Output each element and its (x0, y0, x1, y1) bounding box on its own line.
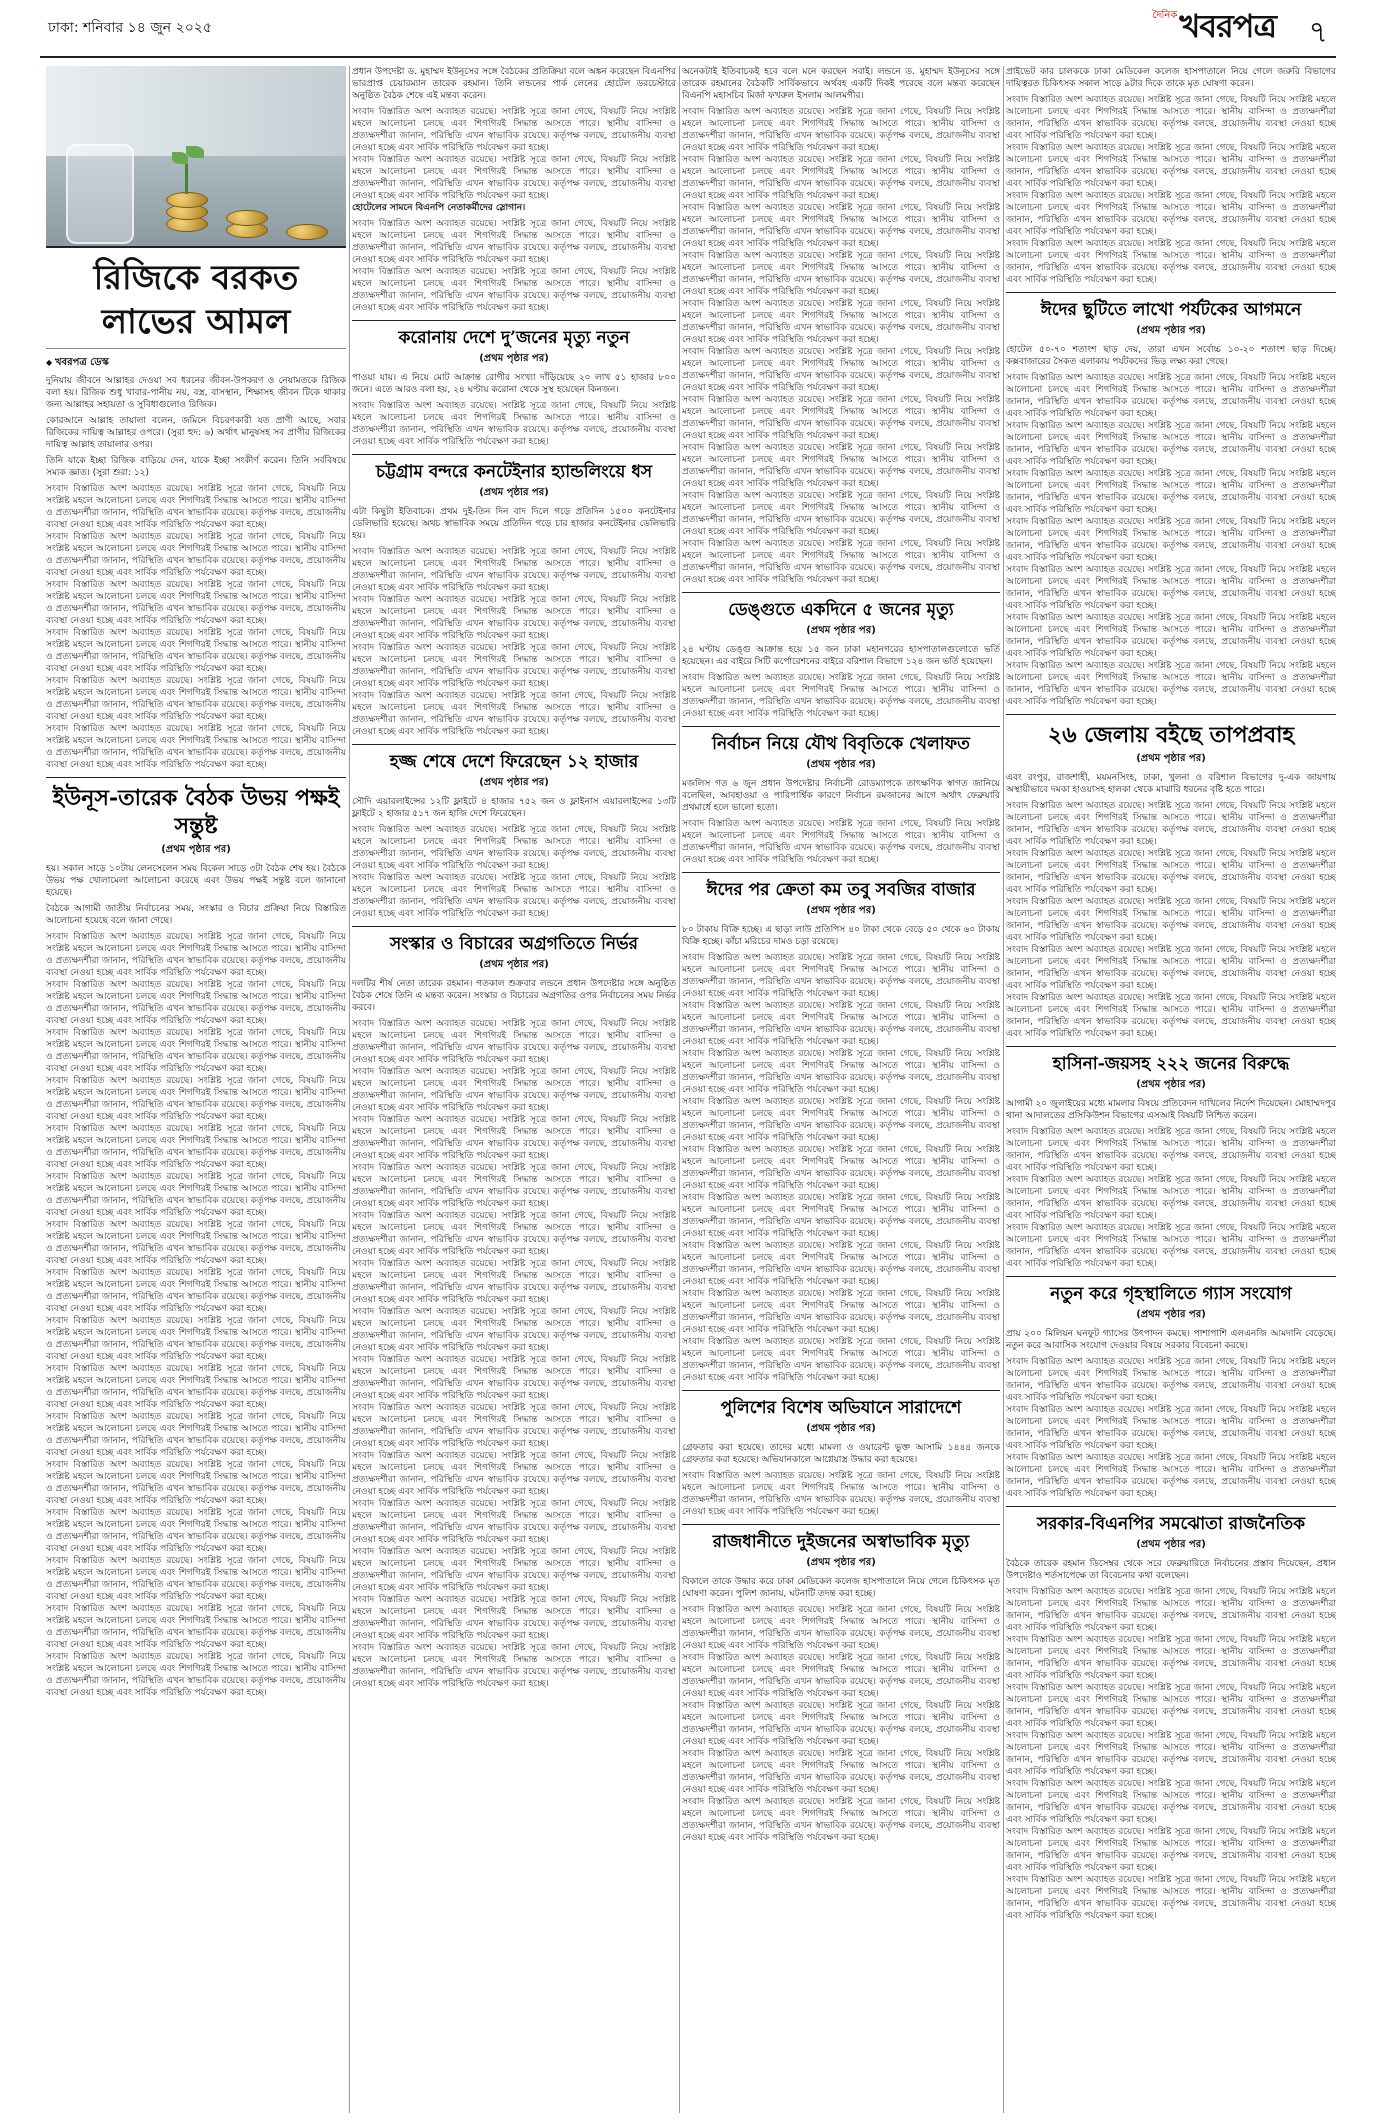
body-text: সংবাদ বিস্তারিত অংশ অব্যাহত রয়েছে। সংশ্লিষ্ট সূত্রে জানা গেছে, বিষয়টি নিয়ে সংশ্লিষ্ট মহলে আলোচনা চলছে এবং শিগগিরই সিদ্ধান্ত আসতে পারে। স্থানীয় বাসিন্দা ও প্রত্যক্ষদর্শীরা জানান, পরিস্থিতি এখন স্বাভাবিক রয়েছে। কর্তৃপক্ষ বলছে, প্রয়োজনীয় ব্যবস্থা নেওয়া হচ্ছে এবং সার্বিক পরিস্থিতি পর্যবেক্ষণ করা হচ্ছে। (46, 1604, 346, 1650)
story-paragraph: গ্রেফতার করা হয়েছে। তাদের মধ্যে মামলা ও ওয়ারেন্ট ভুক্ত আসামি ১৪৪৪ জনকে গ্রেফতার করা হয়েছে। অভিযানকালে আগ্নেয়াস্ত্র উদ্ধার করা হয়েছে। (682, 1443, 1000, 1465)
body-text: সংবাদ বিস্তারিত অংশ অব্যাহত রয়েছে। সংশ্লিষ্ট সূত্রে জানা গেছে, বিষয়টি নিয়ে সংশ্লিষ্ট মহলে আলোচনা চলছে এবং শিগগিরই সিদ্ধান্ত আসতে পারে। স্থানীয় বাসিন্দা ও প্রত্যক্ষদর্শীরা জানান, পরিস্থিতি এখন স্বাভাবিক রয়েছে। কর্তৃপক্ষ বলছে, প্রয়োজনীয় ব্যবস্থা নেওয়া হচ্ছে এবং সার্বিক পরিস্থিতি পর্যবেক্ষণ করা হচ্ছে। (682, 1337, 1000, 1383)
body-text: সংবাদ বিস্তারিত অংশ অব্যাহত রয়েছে। সংশ্লিষ্ট সূত্রে জানা গেছে, বিষয়টি নিয়ে সংশ্লিষ্ট মহলে আলোচনা চলছে এবং শিগগিরই সিদ্ধান্ত আসতে পারে। স্থানীয় বাসিন্দা ও প্রত্যক্ষদর্শীরা জানান, পরিস্থিতি এখন স্বাভাবিক রয়েছে। কর্তৃপক্ষ বলছে, প্রয়োজনীয় ব্যবস্থা নেওয়া হচ্ছে এবং সার্বিক পরিস্থিতি পর্যবেক্ষণ করা হচ্ছে। (1006, 897, 1336, 943)
body-text: সংবাদ বিস্তারিত অংশ অব্যাহত রয়েছে। সংশ্লিষ্ট সূত্রে জানা গেছে, বিষয়টি নিয়ে সংশ্লিষ্ট মহলে আলোচনা চলছে এবং শিগগিরই সিদ্ধান্ত আসতে পারে। স্থানীয় বাসিন্দা ও প্রত্যক্ষদর্শীরা জানান, পরিস্থিতি এখন স্বাভাবিক রয়েছে। কর্তৃপক্ষ বলছে, প্রয়োজনীয় ব্যবস্থা নেওয়া হচ্ছে এবং সার্বিক পরিস্থিতি পর্যবেক্ষণ করা হচ্ছে। (682, 299, 1000, 345)
story-paragraph: এটা কিছুটা ইতিবাচক। প্রথম দুই-তিন দিন বাদ দিলে গড়ে প্রতিদিন ১৫০০ কনটেইনার ডেলিভারি হয়েছে। অথচ স্বাভাবিক সময়ে প্রতিদিন গড়ে চার হাজার কনটেইনার ডেলিভারি হয়। (352, 507, 676, 541)
body-text: সংবাদ বিস্তারিত অংশ অব্যাহত রয়েছে। সংশ্লিষ্ট সূত্রে জানা গেছে, বিষয়টি নিয়ে সংশ্লিষ্ট মহলে আলোচনা চলছে এবং শিগগিরই সিদ্ধান্ত আসতে পারে। স্থানীয় বাসিন্দা ও প্রত্যক্ষদর্শীরা জানান, পরিস্থিতি এখন স্বাভাবিক রয়েছে। কর্তৃপক্ষ বলছে, প্রয়োজনীয় ব্যবস্থা নেওয়া হচ্ছে এবং সার্বিক পরিস্থিতি পর্যবেক্ষণ করা হচ্ছে। (352, 1355, 676, 1401)
feature-photo (46, 66, 346, 248)
body-text: সংবাদ বিস্তারিত অংশ অব্যাহত রয়েছে। সংশ্লিষ্ট সূত্রে জানা গেছে, বিষয়টি নিয়ে সংশ্লিষ্ট মহলে আলোচনা চলছে এবং শিগগিরই সিদ্ধান্ত আসতে পারে। স্থানীয় বাসিন্দা ও প্রত্যক্ষদর্শীরা জানান, পরিস্থিতি এখন স্বাভাবিক রয়েছে। কর্তৃপক্ষ বলছে, প্রয়োজনীয় ব্যবস্থা নেওয়া হচ্ছে এবং সার্বিক পরিস্থিতি পর্যবেক্ষণ করা হচ্ছে। (682, 155, 1000, 201)
story-headline: চট্টগ্রাম বন্দরে কনটেইনার হ্যান্ডলিংয়ে ধস (375, 462, 653, 482)
story-paragraph: অনেকটাই ইতিবাচকই হবে বলে মনে করছেন সবাই। লন্ডনে ড. মুহাম্মদ ইউনূসের সঙ্গে তারেক রহমানের বৈঠকটি সার্বিকভাবে অর্থবহ একটি দিকই পরেছে বলে মন্তব্য করেছেন বিএনপি মহাসচিব মির্জা ফখরুল ইসলাম আলমগীর। (682, 67, 1000, 101)
story-paragraph: বৈঠকে তারেক রহমান ডিসেম্বর থেকে সরে ফেব্রুয়ারিতে নির্বাচনের প্রস্তাব দিয়েছেন, প্রধান উপদেষ্টাও শর্তসাপেক্ষে তা বিবেচনার কথা বলেছেন। (1006, 1559, 1336, 1581)
story-divider (682, 1524, 1000, 1525)
body-text: সংবাদ বিস্তারিত অংশ অব্যাহত রয়েছে। সংশ্লিষ্ট সূত্রে জানা গেছে, বিষয়টি নিয়ে সংশ্লিষ্ট মহলে আলোচনা চলছে এবং শিগগিরই সিদ্ধান্ত আসতে পারে। স্থানীয় বাসিন্দা ও প্রত্যক্ষদর্শীরা জানান, পরিস্থিতি এখন স্বাভাবিক রয়েছে। কর্তৃপক্ষ বলছে, প্রয়োজনীয় ব্যবস্থা নেওয়া হচ্ছে এবং সার্বিক পরিস্থিতি পর্যবেক্ষণ করা হচ্ছে। (46, 932, 346, 978)
body-text: সংবাদ বিস্তারিত অংশ অব্যাহত রয়েছে। সংশ্লিষ্ট সূত্রে জানা গেছে, বিষয়টি নিয়ে সংশ্লিষ্ট মহলে আলোচনা চলছে এবং শিগগিরই সিদ্ধান্ত আসতে পারে। স্থানীয় বাসিন্দা ও প্রত্যক্ষদর্শীরা জানান, পরিস্থিতি এখন স্বাভাবিক রয়েছে। কর্তৃপক্ষ বলছে, প্রয়োজনীয় ব্যবস্থা নেওয়া হচ্ছে এবং সার্বিক পরিস্থিতি পর্যবেক্ষণ করা হচ্ছে। (46, 1076, 346, 1122)
story-continuation: ( প্রথম পৃষ্ঠার পর ) (1006, 1307, 1336, 1324)
story-paragraph: দলটির শীর্ষ নেতা তারেক রহমান। গতকাল শুক্রবার লন্ডনে প্রধান উপদেষ্টার সঙ্গে অনুষ্ঠিত বৈঠক শেষে তিনি এ মন্তব্য করেন। সংস্কার ও বিচারের অগ্রগতির ওপর নির্বাচনের সময় নির্ভর করবে। (352, 979, 676, 1013)
story-headline: করোনায় দেশে দু’জনের মৃত্যু নতুন (398, 328, 630, 348)
story-divider (682, 1390, 1000, 1391)
body-text: সংবাদ বিস্তারিত অংশ অব্যাহত রয়েছে। সংশ্লিষ্ট সূত্রে জানা গেছে, বিষয়টি নিয়ে সংশ্লিষ্ট মহলে আলোচনা চলছে এবং শিগগিরই সিদ্ধান্ত আসতে পারে। স্থানীয় বাসিন্দা ও প্রত্যক্ষদর্শীরা জানান, পরিস্থিতি এখন স্বাভাবিক রয়েছে। কর্তৃপক্ষ বলছে, প্রয়োজনীয় ব্যবস্থা নেওয়া হচ্ছে এবং সার্বিক পরিস্থিতি পর্যবেক্ষণ করা হচ্ছে। (1006, 1587, 1336, 1633)
body-text: সংবাদ বিস্তারিত অংশ অব্যাহত রয়েছে। সংশ্লিষ্ট সূত্রে জানা গেছে, বিষয়টি নিয়ে সংশ্লিষ্ট মহলে আলোচনা চলছে এবং শিগগিরই সিদ্ধান্ত আসতে পারে। স্থানীয় বাসিন্দা ও প্রত্যক্ষদর্শীরা জানান, পরিস্থিতি এখন স্বাভাবিক রয়েছে। কর্তৃপক্ষ বলছে, প্রয়োজনীয় ব্যবস্থা নেওয়া হচ্ছে এবং সার্বিক পরিস্থিতি পর্যবেক্ষণ করা হচ্ছে। (1006, 661, 1336, 707)
story-continuation: ( প্রথম পৃষ্ঠার পর ) (682, 1555, 1000, 1572)
body-text: সংবাদ বিস্তারিত অংশ অব্যাহত রয়েছে। সংশ্লিষ্ট সূত্রে জানা গেছে, বিষয়টি নিয়ে সংশ্লিষ্ট মহলে আলোচনা চলছে এবং শিগগিরই সিদ্ধান্ত আসতে পারে। স্থানীয় বাসিন্দা ও প্রত্যক্ষদর্শীরা জানান, পরিস্থিতি এখন স্বাভাবিক রয়েছে। কর্তৃপক্ষ বলছে, প্রয়োজনীয় ব্যবস্থা নেওয়া হচ্ছে এবং সার্বিক পরিস্থিতি পর্যবেক্ষণ করা হচ্ছে। (46, 980, 346, 1026)
story-paragraph: এবং রংপুর, রাজশাহী, ময়মনসিংহ, ঢাকা, খুলনা ও বরিশাল বিভাগের দু-এক জায়গায় অস্থায়ীভাবে দমকা হাওয়াসহ হালকা থেকে মাঝারি ধরনের বৃষ্টি হতে পারে। (1006, 773, 1336, 795)
story-paragraph: হোটেল ৫০-৭০ শতাংশ ছাড় দেয়, তারা এখন সর্বোচ্চ ১০-২০ শতাংশ ছাড় দিচ্ছে। কক্সবাজারের সৈকত এলাকায় পর্যটকদের ভিড় লক্ষ্য করা গেছে। (1006, 345, 1336, 367)
logo-small-text: দৈনিক (1152, 10, 1178, 21)
body-text: সংবাদ বিস্তারিত অংশ অব্যাহত রয়েছে। সংশ্লিষ্ট সূত্রে জানা গেছে, বিষয়টি নিয়ে সংশ্লিষ্ট মহলে আলোচনা চলছে এবং শিগগিরই সিদ্ধান্ত আসতে পারে। স্থানীয় বাসিন্দা ও প্রত্যক্ষদর্শীরা জানান, পরিস্থিতি এখন স্বাভাবিক রয়েছে। কর্তৃপক্ষ বলছে, প্রয়োজনীয় ব্যবস্থা নেওয়া হচ্ছে এবং সার্বিক পরিস্থিতি পর্যবেক্ষণ করা হচ্ছে। (46, 1220, 346, 1266)
story-divider (682, 592, 1000, 593)
body-text: সংবাদ বিস্তারিত অংশ অব্যাহত রয়েছে। সংশ্লিষ্ট সূত্রে জানা গেছে, বিষয়টি নিয়ে সংশ্লিষ্ট মহলে আলোচনা চলছে এবং শিগগিরই সিদ্ধান্ত আসতে পারে। স্থানীয় বাসিন্দা ও প্রত্যক্ষদর্শীরা জানান, পরিস্থিতি এখন স্বাভাবিক রয়েছে। কর্তৃপক্ষ বলছে, প্রয়োজনীয় ব্যবস্থা নেওয়া হচ্ছে এবং সার্বিক পরিস্থিতি পর্যবেক্ষণ করা হচ্ছে। (46, 628, 346, 674)
body-text: সংবাদ বিস্তারিত অংশ অব্যাহত রয়েছে। সংশ্লিষ্ট সূত্রে জানা গেছে, বিষয়টি নিয়ে সংশ্লিষ্ট মহলে আলোচনা চলছে এবং শিগগিরই সিদ্ধান্ত আসতে পারে। স্থানীয় বাসিন্দা ও প্রত্যক্ষদর্শীরা জানান, পরিস্থিতি এখন স্বাভাবিক রয়েছে। কর্তৃপক্ষ বলছে, প্রয়োজনীয় ব্যবস্থা নেওয়া হচ্ছে এবং সার্বিক পরিস্থিতি পর্যবেক্ষণ করা হচ্ছে। (682, 1001, 1000, 1047)
story-paragraph: বৈঠকে আগামী জাতীয় নির্বাচনের সময়, সংস্কার ও বিচার প্রক্রিয়া নিয়ে বিস্তারিত আলোচনা হয়েছে বলে জানা গেছে। (46, 904, 346, 926)
coin-stack (226, 210, 268, 226)
column-4 (1006, 66, 1336, 2113)
body-text: সংবাদ বিস্তারিত অংশ অব্যাহত রয়েছে। সংশ্লিষ্ট সূত্রে জানা গেছে, বিষয়টি নিয়ে সংশ্লিষ্ট মহলে আলোচনা চলছে এবং শিগগিরই সিদ্ধান্ত আসতে পারে। স্থানীয় বাসিন্দা ও প্রত্যক্ষদর্শীরা জানান, পরিস্থিতি এখন স্বাভাবিক রয়েছে। কর্তৃপক্ষ বলছে, প্রয়োজনীয় ব্যবস্থা নেওয়া হচ্ছে এবং সার্বিক পরিস্থিতি পর্যবেক্ষণ করা হচ্ছে। (682, 1145, 1000, 1191)
body-text: সংবাদ বিস্তারিত অংশ অব্যাহত রয়েছে। সংশ্লিষ্ট সূত্রে জানা গেছে, বিষয়টি নিয়ে সংশ্লিষ্ট মহলে আলোচনা চলছে এবং শিগগিরই সিদ্ধান্ত আসতে পারে। স্থানীয় বাসিন্দা ও প্রত্যক্ষদর্শীরা জানান, পরিস্থিতি এখন স্বাভাবিক রয়েছে। কর্তৃপক্ষ বলছে, প্রয়োজনীয় ব্যবস্থা নেওয়া হচ্ছে এবং সার্বিক পরিস্থিতি পর্যবেক্ষণ করা হচ্ছে। (1006, 1405, 1336, 1451)
body-text: সংবাদ বিস্তারিত অংশ অব্যাহত রয়েছে। সংশ্লিষ্ট সূত্রে জানা গেছে, বিষয়টি নিয়ে সংশ্লিষ্ট মহলে আলোচনা চলছে এবং শিগগিরই সিদ্ধান্ত আসতে পারে। স্থানীয় বাসিন্দা ও প্রত্যক্ষদর্শীরা জানান, পরিস্থিতি এখন স্বাভাবিক রয়েছে। কর্তৃপক্ষ বলছে, প্রয়োজনীয় ব্যবস্থা নেওয়া হচ্ছে এবং সার্বিক পরিস্থিতি পর্যবেক্ষণ করা হচ্ছে। (1006, 421, 1336, 467)
story-headline: নতুন করে গৃহস্থালিতে গ্যাস সংযোগ (1050, 1284, 1292, 1304)
page-number: ৭ (1308, 15, 1328, 50)
body-text: সংবাদ বিস্তারিত অংশ অব্যাহত রয়েছে। সংশ্লিষ্ট সূত্রে জানা গেছে, বিষয়টি নিয়ে সংশ্লিষ্ট মহলে আলোচনা চলছে এবং শিগগিরই সিদ্ধান্ত আসতে পারে। স্থানীয় বাসিন্দা ও প্রত্যক্ষদর্শীরা জানান, পরিস্থিতি এখন স্বাভাবিক রয়েছে। কর্তৃপক্ষ বলছে, প্রয়োজনীয় ব্যবস্থা নেওয়া হচ্ছে এবং সার্বিক পরিস্থিতি পর্যবেক্ষণ করা হচ্ছে। (352, 1403, 676, 1449)
body-text: সংবাদ বিস্তারিত অংশ অব্যাহত রয়েছে। সংশ্লিষ্ট সূত্রে জানা গেছে, বিষয়টি নিয়ে সংশ্লিষ্ট মহলে আলোচনা চলছে এবং শিগগিরই সিদ্ধান্ত আসতে পারে। স্থানীয় বাসিন্দা ও প্রত্যক্ষদর্শীরা জানান, পরিস্থিতি এখন স্বাভাবিক রয়েছে। কর্তৃপক্ষ বলছে, প্রয়োজনীয় ব্যবস্থা নেওয়া হচ্ছে এবং সার্বিক পরিস্থিতি পর্যবেক্ষণ করা হচ্ছে। (352, 1115, 676, 1161)
column-divider (679, 66, 680, 2113)
story-divider (1006, 1046, 1336, 1047)
body-text: সংবাদ বিস্তারিত অংশ অব্যাহত রয়েছে। সংশ্লিষ্ট সূত্রে জানা গেছে, বিষয়টি নিয়ে সংশ্লিষ্ট মহলে আলোচনা চলছে এবং শিগগিরই সিদ্ধান্ত আসতে পারে। স্থানীয় বাসিন্দা ও প্রত্যক্ষদর্শীরা জানান, পরিস্থিতি এখন স্বাভাবিক রয়েছে। কর্তৃপক্ষ বলছে, প্রয়োজনীয় ব্যবস্থা নেওয়া হচ্ছে এবং সার্বিক পরিস্থিতি পর্যবেক্ষণ করা হচ্ছে। (352, 267, 676, 313)
body-text: সংবাদ বিস্তারিত অংশ অব্যাহত রয়েছে। সংশ্লিষ্ট সূত্রে জানা গেছে, বিষয়টি নিয়ে সংশ্লিষ্ট মহলে আলোচনা চলছে এবং শিগগিরই সিদ্ধান্ত আসতে পারে। স্থানীয় বাসিন্দা ও প্রত্যক্ষদর্শীরা জানান, পরিস্থিতি এখন স্বাভাবিক রয়েছে। কর্তৃপক্ষ বলছে, প্রয়োজনীয় ব্যবস্থা নেওয়া হচ্ছে এবং সার্বিক পরিস্থিতি পর্যবেক্ষণ করা হচ্ছে। (352, 1643, 676, 1689)
story-continuation: ( প্রথম পৃষ্ঠার পর ) (352, 351, 676, 368)
body-text: সংবাদ বিস্তারিত অংশ অব্যাহত রয়েছে। সংশ্লিষ্ট সূত্রে জানা গেছে, বিষয়টি নিয়ে সংশ্লিষ্ট মহলে আলোচনা চলছে এবং শিগগিরই সিদ্ধান্ত আসতে পারে। স্থানীয় বাসিন্দা ও প্রত্যক্ষদর্শীরা জানান, পরিস্থিতি এখন স্বাভাবিক রয়েছে। কর্তৃপক্ষ বলছে, প্রয়োজনীয় ব্যবস্থা নেওয়া হচ্ছে এবং সার্বিক পরিস্থিতি পর্যবেক্ষণ করা হচ্ছে। (1006, 95, 1336, 141)
story-continuation: ( প্রথম পৃষ্ঠার পর ) (1006, 751, 1336, 768)
logo-text: খবরপত্র (1179, 7, 1276, 45)
story-continuation: ( প্রথম পৃষ্ঠার পর ) (682, 1421, 1000, 1438)
story-paragraph: প্রাইভেট কার চালককে ঢাকা মেডিকেল কলেজ হাসপাতালে নিয়ে গেলে জরুরি বিভাগের দায়িত্বরত চিকিৎসক সকাল সাড়ে ৯টার দিকে তাকে মৃত ঘোষণা করেন। (1006, 67, 1336, 89)
story-paragraph: ৮০ টাকায় বিক্রি হচ্ছে। এ ছাড়া লাউ প্রতিপিস ৪০ টাকা থেকে বেড়ে ৫০ থেকে ৬০ টাকায় বিক্রি হচ্ছে। কাঁচা মরিচের দামও চড়া রয়েছে। (682, 925, 1000, 947)
story-paragraph: প্রায় ২০০ মিলিয়ন ঘনফুট গ্যাসের উৎপাদন কমছে। পাশাপাশি এলএনজি আমদানি বেড়েছে। নতুন করে আবাসিক সংযোগ দেওয়ার বিষয়ে সরকার বিবেচনা করছে। (1006, 1329, 1336, 1351)
body-text: সংবাদ বিস্তারিত অংশ অব্যাহত রয়েছে। সংশ্লিষ্ট সূত্রে জানা গেছে, বিষয়টি নিয়ে সংশ্লিষ্ট মহলে আলোচনা চলছে এবং শিগগিরই সিদ্ধান্ত আসতে পারে। স্থানীয় বাসিন্দা ও প্রত্যক্ষদর্শীরা জানান, পরিস্থিতি এখন স্বাভাবিক রয়েছে। কর্তৃপক্ষ বলছে, প্রয়োজনীয় ব্যবস্থা নেওয়া হচ্ছে এবং সার্বিক পরিস্থিতি পর্যবেক্ষণ করা হচ্ছে। (46, 1124, 346, 1170)
body-text: সংবাদ বিস্তারিত অংশ অব্যাহত রয়েছে। সংশ্লিষ্ট সূত্রে জানা গেছে, বিষয়টি নিয়ে সংশ্লিষ্ট মহলে আলোচনা চলছে এবং শিগগিরই সিদ্ধান্ত আসতে পারে। স্থানীয় বাসিন্দা ও প্রত্যক্ষদর্শীরা জানান, পরিস্থিতি এখন স্বাভাবিক রয়েছে। কর্তৃপক্ষ বলছে, প্রয়োজনীয় ব্যবস্থা নেওয়া হচ্ছে এবং সার্বিক পরিস্থিতি পর্যবেক্ষণ করা হচ্ছে। (1006, 1779, 1336, 1825)
body-text: সংবাদ বিস্তারিত অংশ অব্যাহত রয়েছে। সংশ্লিষ্ট সূত্রে জানা গেছে, বিষয়টি নিয়ে সংশ্লিষ্ট মহলে আলোচনা চলছে এবং শিগগিরই সিদ্ধান্ত আসতে পারে। স্থানীয় বাসিন্দা ও প্রত্যক্ষদর্শীরা জানান, পরিস্থিতি এখন স্বাভাবিক রয়েছে। কর্তৃপক্ষ বলছে, প্রয়োজনীয় ব্যবস্থা নেওয়া হচ্ছে এবং সার্বিক পরিস্থিতি পর্যবেক্ষণ করা হচ্ছে। (682, 1797, 1000, 1843)
body-text: সংবাদ বিস্তারিত অংশ অব্যাহত রয়েছে। সংশ্লিষ্ট সূত্রে জানা গেছে, বিষয়টি নিয়ে সংশ্লিষ্ট মহলে আলোচনা চলছে এবং শিগগিরই সিদ্ধান্ত আসতে পারে। স্থানীয় বাসিন্দা ও প্রত্যক্ষদর্শীরা জানান, পরিস্থিতি এখন স্বাভাবিক রয়েছে। কর্তৃপক্ষ বলছে, প্রয়োজনীয় ব্যবস্থা নেওয়া হচ্ছে এবং সার্বিক পরিস্থিতি পর্যবেক্ষণ করা হচ্ছে। (46, 1652, 346, 1698)
body-text: সংবাদ বিস্তারিত অংশ অব্যাহত রয়েছে। সংশ্লিষ্ট সূত্রে জানা গেছে, বিষয়টি নিয়ে সংশ্লিষ্ট মহলে আলোচনা চলছে এবং শিগগিরই সিদ্ধান্ত আসতে পারে। স্থানীয় বাসিন্দা ও প্রত্যক্ষদর্শীরা জানান, পরিস্থিতি এখন স্বাভাবিক রয়েছে। কর্তৃপক্ষ বলছে, প্রয়োজনীয় ব্যবস্থা নেওয়া হচ্ছে এবং সার্বিক পরিস্থিতি পর্যবেক্ষণ করা হচ্ছে। (682, 1097, 1000, 1143)
story-divider (352, 744, 676, 745)
body-text: সংবাদ বিস্তারিত অংশ অব্যাহত রয়েছে। সংশ্লিষ্ট সূত্রে জানা গেছে, বিষয়টি নিয়ে সংশ্লিষ্ট মহলে আলোচনা চলছে এবং শিগগিরই সিদ্ধান্ত আসতে পারে। স্থানীয় বাসিন্দা ও প্রত্যক্ষদর্শীরা জানান, পরিস্থিতি এখন স্বাভাবিক রয়েছে। কর্তৃপক্ষ বলছে, প্রয়োজনীয় ব্যবস্থা নেওয়া হচ্ছে এবং সার্বিক পরিস্থিতি পর্যবেক্ষণ করা হচ্ছে। (352, 107, 676, 153)
body-text: সংবাদ বিস্তারিত অংশ অব্যাহত রয়েছে। সংশ্লিষ্ট সূত্রে জানা গেছে, বিষয়টি নিয়ে সংশ্লিষ্ট মহলে আলোচনা চলছে এবং শিগগিরই সিদ্ধান্ত আসতে পারে। স্থানীয় বাসিন্দা ও প্রত্যক্ষদর্শীরা জানান, পরিস্থিতি এখন স্বাভাবিক রয়েছে। কর্তৃপক্ষ বলছে, প্রয়োজনীয় ব্যবস্থা নেওয়া হচ্ছে এবং সার্বিক পরিস্থিতি পর্যবেক্ষণ করা হচ্ছে। (682, 251, 1000, 297)
body-text: সংবাদ বিস্তারিত অংশ অব্যাহত রয়েছে। সংশ্লিষ্ট সূত্রে জানা গেছে, বিষয়টি নিয়ে সংশ্লিষ্ট মহলে আলোচনা চলছে এবং শিগগিরই সিদ্ধান্ত আসতে পারে। স্থানীয় বাসিন্দা ও প্রত্যক্ষদর্শীরা জানান, পরিস্থিতি এখন স্বাভাবিক রয়েছে। কর্তৃপক্ষ বলছে, প্রয়োজনীয় ব্যবস্থা নেওয়া হচ্ছে এবং সার্বিক পরিস্থিতি পর্যবেক্ষণ করা হচ্ছে। (352, 401, 676, 447)
story-headline: নির্বাচন নিয়ে যৌথ বিবৃতিকে খেলাফত (712, 734, 970, 754)
body-text: সংবাদ বিস্তারিত অংশ অব্যাহত রয়েছে। সংশ্লিষ্ট সূত্রে জানা গেছে, বিষয়টি নিয়ে সংশ্লিষ্ট মহলে আলোচনা চলছে এবং শিগগিরই সিদ্ধান্ত আসতে পারে। স্থানীয় বাসিন্দা ও প্রত্যক্ষদর্শীরা জানান, পরিস্থিতি এখন স্বাভাবিক রয়েছে। কর্তৃপক্ষ বলছে, প্রয়োজনীয় ব্যবস্থা নেওয়া হচ্ছে এবং সার্বিক পরিস্থিতি পর্যবেক্ষণ করা হচ্ছে। (46, 676, 346, 722)
body-text: সংবাদ বিস্তারিত অংশ অব্যাহত রয়েছে। সংশ্লিষ্ট সূত্রে জানা গেছে, বিষয়টি নিয়ে সংশ্লিষ্ট মহলে আলোচনা চলছে এবং শিগগিরই সিদ্ধান্ত আসতে পারে। স্থানীয় বাসিন্দা ও প্রত্যক্ষদর্শীরা জানান, পরিস্থিতি এখন স্বাভাবিক রয়েছে। কর্তৃপক্ষ বলছে, প্রয়োজনীয় ব্যবস্থা নেওয়া হচ্ছে এবং সার্বিক পরিস্থিতি পর্যবেক্ষণ করা হচ্ছে। (682, 1653, 1000, 1699)
plant-stem (185, 162, 188, 194)
story-divider (352, 454, 676, 455)
story-headline: ডেঙ্গুতে একদিনে ৫ জনের মৃত্যু (728, 600, 954, 620)
body-text: সংবাদ বিস্তারিত অংশ অব্যাহত রয়েছে। সংশ্লিষ্ট সূত্রে জানা গেছে, বিষয়টি নিয়ে সংশ্লিষ্ট মহলে আলোচনা চলছে এবং শিগগিরই সিদ্ধান্ত আসতে পারে। স্থানীয় বাসিন্দা ও প্রত্যক্ষদর্শীরা জানান, পরিস্থিতি এখন স্বাভাবিক রয়েছে। কর্তৃপক্ষ বলছে, প্রয়োজনীয় ব্যবস্থা নেওয়া হচ্ছে এবং সার্বিক পরিস্থিতি পর্যবেক্ষণ করা হচ্ছে। (1006, 373, 1336, 419)
body-text: সংবাদ বিস্তারিত অংশ অব্যাহত রয়েছে। সংশ্লিষ্ট সূত্রে জানা গেছে, বিষয়টি নিয়ে সংশ্লিষ্ট মহলে আলোচনা চলছে এবং শিগগিরই সিদ্ধান্ত আসতে পারে। স্থানীয় বাসিন্দা ও প্রত্যক্ষদর্শীরা জানান, পরিস্থিতি এখন স্বাভাবিক রয়েছে। কর্তৃপক্ষ বলছে, প্রয়োজনীয় ব্যবস্থা নেওয়া হচ্ছে এবং সার্বিক পরিস্থিতি পর্যবেক্ষণ করা হচ্ছে। (46, 1028, 346, 1074)
body-text: সংবাদ বিস্তারিত অংশ অব্যাহত রয়েছে। সংশ্লিষ্ট সূত্রে জানা গেছে, বিষয়টি নিয়ে সংশ্লিষ্ট মহলে আলোচনা চলছে এবং শিগগিরই সিদ্ধান্ত আসতে পারে। স্থানীয় বাসিন্দা ও প্রত্যক্ষদর্শীরা জানান, পরিস্থিতি এখন স্বাভাবিক রয়েছে। কর্তৃপক্ষ বলছে, প্রয়োজনীয় ব্যবস্থা নেওয়া হচ্ছে এবং সার্বিক পরিস্থিতি পর্যবেক্ষণ করা হচ্ছে। (352, 873, 676, 919)
body-text: সংবাদ বিস্তারিত অংশ অব্যাহত রয়েছে। সংশ্লিষ্ট সূত্রে জানা গেছে, বিষয়টি নিয়ে সংশ্লিষ্ট মহলে আলোচনা চলছে এবং শিগগিরই সিদ্ধান্ত আসতে পারে। স্থানীয় বাসিন্দা ও প্রত্যক্ষদর্শীরা জানান, পরিস্থিতি এখন স্বাভাবিক রয়েছে। কর্তৃপক্ষ বলছে, প্রয়োজনীয় ব্যবস্থা নেওয়া হচ্ছে এবং সার্বিক পরিস্থিতি পর্যবেক্ষণ করা হচ্ছে। (46, 1556, 346, 1602)
column-2 (352, 66, 676, 2113)
body-text: সংবাদ বিস্তারিত অংশ অব্যাহত রয়েছে। সংশ্লিষ্ট সূত্রে জানা গেছে, বিষয়টি নিয়ে সংশ্লিষ্ট মহলে আলোচনা চলছে এবং শিগগিরই সিদ্ধান্ত আসতে পারে। স্থানীয় বাসিন্দা ও প্রত্যক্ষদর্শীরা জানান, পরিস্থিতি এখন স্বাভাবিক রয়েছে। কর্তৃপক্ষ বলছে, প্রয়োজনীয় ব্যবস্থা নেওয়া হচ্ছে এবং সার্বিক পরিস্থিতি পর্যবেক্ষণ করা হচ্ছে। (682, 347, 1000, 393)
body-text: সংবাদ বিস্তারিত অংশ অব্যাহত রয়েছে। সংশ্লিষ্ট সূত্রে জানা গেছে, বিষয়টি নিয়ে সংশ্লিষ্ট মহলে আলোচনা চলছে এবং শিগগিরই সিদ্ধান্ত আসতে পারে। স্থানীয় বাসিন্দা ও প্রত্যক্ষদর্শীরা জানান, পরিস্থিতি এখন স্বাভাবিক রয়েছে। কর্তৃপক্ষ বলছে, প্রয়োজনীয় ব্যবস্থা নেওয়া হচ্ছে এবং সার্বিক পরিস্থিতি পর্যবেক্ষণ করা হচ্ছে। (682, 1749, 1000, 1795)
feature-byline: ◆ খবরপত্র ডেস্ক (46, 355, 346, 372)
story-continuation: ( প্রথম পৃষ্ঠার পর ) (352, 775, 676, 792)
body-text: সংবাদ বিস্তারিত অংশ অব্যাহত রয়েছে। সংশ্লিষ্ট সূত্রে জানা গেছে, বিষয়টি নিয়ে সংশ্লিষ্ট মহলে আলোচনা চলছে এবং শিগগিরই সিদ্ধান্ত আসতে পারে। স্থানীয় বাসিন্দা ও প্রত্যক্ষদর্শীরা জানান, পরিস্থিতি এখন স্বাভাবিক রয়েছে। কর্তৃপক্ষ বলছে, প্রয়োজনীয় ব্যবস্থা নেওয়া হচ্ছে এবং সার্বিক পরিস্থিতি পর্যবেক্ষণ করা হচ্ছে। (352, 1307, 676, 1353)
body-text: সংবাদ বিস্তারিত অংশ অব্যাহত রয়েছে। সংশ্লিষ্ট সূত্রে জানা গেছে, বিষয়টি নিয়ে সংশ্লিষ্ট মহলে আলোচনা চলছে এবং শিগগিরই সিদ্ধান্ত আসতে পারে। স্থানীয় বাসিন্দা ও প্রত্যক্ষদর্শীরা জানান, পরিস্থিতি এখন স্বাভাবিক রয়েছে। কর্তৃপক্ষ বলছে, প্রয়োজনীয় ব্যবস্থা নেওয়া হচ্ছে এবং সার্বিক পরিস্থিতি পর্যবেক্ষণ করা হচ্ছে। (1006, 849, 1336, 895)
feature-paragraph: কোরআনে আল্লাহ তায়ালা বলেন, জমিনে বিচরণকারী যত প্রাণী আছে, সবার রিজিকের দায়িত্ব আল্লাহর ওপরে। (সুরা হুদ: ৬) অর্থাৎ মানুষসহ সব প্রাণীর রিজিকের দায়িত্ব আল্লাহ তায়ালার ওপর। (46, 416, 346, 450)
body-text: সংবাদ বিস্তারিত অংশ অব্যাহত রয়েছে। সংশ্লিষ্ট সূত্রে জানা গেছে, বিষয়টি নিয়ে সংশ্লিষ্ট মহলে আলোচনা চলছে এবং শিগগিরই সিদ্ধান্ত আসতে পারে। স্থানীয় বাসিন্দা ও প্রত্যক্ষদর্শীরা জানান, পরিস্থিতি এখন স্বাভাবিক রয়েছে। কর্তৃপক্ষ বলছে, প্রয়োজনীয় ব্যবস্থা নেওয়া হচ্ছে এবং সার্বিক পরিস্থিতি পর্যবেক্ষণ করা হচ্ছে। (1006, 239, 1336, 285)
story-continuation: ( প্রথম পৃষ্ঠার পর ) (682, 903, 1000, 920)
body-text: সংবাদ বিস্তারিত অংশ অব্যাহত রয়েছে। সংশ্লিষ্ট সূত্রে জানা গেছে, বিষয়টি নিয়ে সংশ্লিষ্ট মহলে আলোচনা চলছে এবং শিগগিরই সিদ্ধান্ত আসতে পারে। স্থানীয় বাসিন্দা ও প্রত্যক্ষদর্শীরা জানান, পরিস্থিতি এখন স্বাভাবিক রয়েছে। কর্তৃপক্ষ বলছে, প্রয়োজনীয় ব্যবস্থা নেওয়া হচ্ছে এবং সার্বিক পরিস্থিতি পর্যবেক্ষণ করা হচ্ছে। (682, 1289, 1000, 1335)
body-text: সংবাদ বিস্তারিত অংশ অব্যাহত রয়েছে। সংশ্লিষ্ট সূত্রে জানা গেছে, বিষয়টি নিয়ে সংশ্লিষ্ট মহলে আলোচনা চলছে এবং শিগগিরই সিদ্ধান্ত আসতে পারে। স্থানীয় বাসিন্দা ও প্রত্যক্ষদর্শীরা জানান, পরিস্থিতি এখন স্বাভাবিক রয়েছে। কর্তৃপক্ষ বলছে, প্রয়োজনীয় ব্যবস্থা নেওয়া হচ্ছে এবং সার্বিক পরিস্থিতি পর্যবেক্ষণ করা হচ্ছে। (352, 691, 676, 737)
body-text: সংবাদ বিস্তারিত অংশ অব্যাহত রয়েছে। সংশ্লিষ্ট সূত্রে জানা গেছে, বিষয়টি নিয়ে সংশ্লিষ্ট মহলে আলোচনা চলছে এবং শিগগিরই সিদ্ধান্ত আসতে পারে। স্থানীয় বাসিন্দা ও প্রত্যক্ষদর্শীরা জানান, পরিস্থিতি এখন স্বাভাবিক রয়েছে। কর্তৃপক্ষ বলছে, প্রয়োজনীয় ব্যবস্থা নেওয়া হচ্ছে এবং সার্বিক পরিস্থিতি পর্যবেক্ষণ করা হচ্ছে। (1006, 1127, 1336, 1173)
body-text: সংবাদ বিস্তারিত অংশ অব্যাহত রয়েছে। সংশ্লিষ্ট সূত্রে জানা গেছে, বিষয়টি নিয়ে সংশ্লিষ্ট মহলে আলোচনা চলছে এবং শিগগিরই সিদ্ধান্ত আসতে পারে। স্থানীয় বাসিন্দা ও প্রত্যক্ষদর্শীরা জানান, পরিস্থিতি এখন স্বাভাবিক রয়েছে। কর্তৃপক্ষ বলছে, প্রয়োজনীয় ব্যবস্থা নেওয়া হচ্ছে এবং সার্বিক পরিস্থিতি পর্যবেক্ষণ করা হচ্ছে। (1006, 993, 1336, 1039)
body-text: সংবাদ বিস্তারিত অংশ অব্যাহত রয়েছে। সংশ্লিষ্ট সূত্রে জানা গেছে, বিষয়টি নিয়ে সংশ্লিষ্ট মহলে আলোচনা চলছে এবং শিগগিরই সিদ্ধান্ত আসতে পারে। স্থানীয় বাসিন্দা ও প্রত্যক্ষদর্শীরা জানান, পরিস্থিতি এখন স্বাভাবিক রয়েছে। কর্তৃপক্ষ বলছে, প্রয়োজনীয় ব্যবস্থা নেওয়া হচ্ছে এবং সার্বিক পরিস্থিতি পর্যবেক্ষণ করা হচ্ছে। (1006, 1175, 1336, 1221)
body-text: সংবাদ বিস্তারিত অংশ অব্যাহত রয়েছে। সংশ্লিষ্ট সূত্রে জানা গেছে, বিষয়টি নিয়ে সংশ্লিষ্ট মহলে আলোচনা চলছে এবং শিগগিরই সিদ্ধান্ত আসতে পারে। স্থানীয় বাসিন্দা ও প্রত্যক্ষদর্শীরা জানান, পরিস্থিতি এখন স্বাভাবিক রয়েছে। কর্তৃপক্ষ বলছে, প্রয়োজনীয় ব্যবস্থা নেওয়া হচ্ছে এবং সার্বিক পরিস্থিতি পর্যবেক্ষণ করা হচ্ছে। (352, 155, 676, 201)
feature-title: রিজিকে বরকত লাভের আমল (46, 256, 346, 349)
story-divider (682, 726, 1000, 727)
story-continuation: ( প্রথম পৃষ্ঠার পর ) (1006, 1537, 1336, 1554)
feature-paragraph: তিনি যাকে ইচ্ছা রিজিক বাড়িয়ে দেন, যাকে ইচ্ছা সংকীর্ণ করেন। তিনি সর্ববিষয়ে সম্যক জ্ঞাত। (সুরা শুরা: ১২) (46, 456, 346, 478)
body-text: সংবাদ বিস্তারিত অংশ অব্যাহত রয়েছে। সংশ্লিষ্ট সূত্রে জানা গেছে, বিষয়টি নিয়ে সংশ্লিষ্ট মহলে আলোচনা চলছে এবং শিগগিরই সিদ্ধান্ত আসতে পারে। স্থানীয় বাসিন্দা ও প্রত্যক্ষদর্শীরা জানান, পরিস্থিতি এখন স্বাভাবিক রয়েছে। কর্তৃপক্ষ বলছে, প্রয়োজনীয় ব্যবস্থা নেওয়া হচ্ছে এবং সার্বিক পরিস্থিতি পর্যবেক্ষণ করা হচ্ছে। (1006, 1453, 1336, 1499)
body-text: সংবাদ বিস্তারিত অংশ অব্যাহত রয়েছে। সংশ্লিষ্ট সূত্রে জানা গেছে, বিষয়টি নিয়ে সংশ্লিষ্ট মহলে আলোচনা চলছে এবং শিগগিরই সিদ্ধান্ত আসতে পারে। স্থানীয় বাসিন্দা ও প্রত্যক্ষদর্শীরা জানান, পরিস্থিতি এখন স্বাভাবিক রয়েছে। কর্তৃপক্ষ বলছে, প্রয়োজনীয় ব্যবস্থা নেওয়া হচ্ছে এবং সার্বিক পরিস্থিতি পর্যবেক্ষণ করা হচ্ছে। (46, 532, 346, 578)
body-text: সংবাদ বিস্তারিত অংশ অব্যাহত রয়েছে। সংশ্লিষ্ট সূত্রে জানা গেছে, বিষয়টি নিয়ে সংশ্লিষ্ট মহলে আলোচনা চলছে এবং শিগগিরই সিদ্ধান্ত আসতে পারে। স্থানীয় বাসিন্দা ও প্রত্যক্ষদর্শীরা জানান, পরিস্থিতি এখন স্বাভাবিক রয়েছে। কর্তৃপক্ষ বলছে, প্রয়োজনীয় ব্যবস্থা নেওয়া হচ্ছে এবং সার্বিক পরিস্থিতি পর্যবেক্ষণ করা হচ্ছে। (1006, 1635, 1336, 1681)
body-text: সংবাদ বিস্তারিত অংশ অব্যাহত রয়েছে। সংশ্লিষ্ট সূত্রে জানা গেছে, বিষয়টি নিয়ে সংশ্লিষ্ট মহলে আলোচনা চলছে এবং শিগগিরই সিদ্ধান্ত আসতে পারে। স্থানীয় বাসিন্দা ও প্রত্যক্ষদর্শীরা জানান, পরিস্থিতি এখন স্বাভাবিক রয়েছে। কর্তৃপক্ষ বলছে, প্রয়োজনীয় ব্যবস্থা নেওয়া হচ্ছে এবং সার্বিক পরিস্থিতি পর্যবেক্ষণ করা হচ্ছে। (682, 1701, 1000, 1747)
story-divider (1006, 1276, 1336, 1277)
photo-background (46, 66, 346, 156)
story-continuation: ( প্রথম পৃষ্ঠার পর ) (682, 757, 1000, 774)
story-divider (1006, 1506, 1336, 1507)
body-text: সংবাদ বিস্তারিত অংশ অব্যাহত রয়েছে। সংশ্লিষ্ট সূত্রে জানা গেছে, বিষয়টি নিয়ে সংশ্লিষ্ট মহলে আলোচনা চলছে এবং শিগগিরই সিদ্ধান্ত আসতে পারে। স্থানীয় বাসিন্দা ও প্রত্যক্ষদর্শীরা জানান, পরিস্থিতি এখন স্বাভাবিক রয়েছে। কর্তৃপক্ষ বলছে, প্রয়োজনীয় ব্যবস্থা নেওয়া হচ্ছে এবং সার্বিক পরিস্থিতি পর্যবেক্ষণ করা হচ্ছে। (352, 1547, 676, 1593)
story-headline: ২৬ জেলায় বইছে তাপপ্রবাহ (1047, 722, 1295, 748)
story-paragraph: পাওয়া যায়। এ নিয়ে মোট আক্রান্ত রোগীর সংখ্যা দাঁড়িয়েছে ২০ লাখ ৫১ হাজার ৮০০ জনে। এতে আরও বলা হয়, ২৪ ঘণ্টায় করোনা থেকে সুস্থ হয়েছেন কিনজন। (352, 373, 676, 395)
story-divider (46, 777, 346, 778)
body-text: সংবাদ বিস্তারিত অংশ অব্যাহত রয়েছে। সংশ্লিষ্ট সূত্রে জানা গেছে, বিষয়টি নিয়ে সংশ্লিষ্ট মহলে আলোচনা চলছে এবং শিগগিরই সিদ্ধান্ত আসতে পারে। স্থানীয় বাসিন্দা ও প্রত্যক্ষদর্শীরা জানান, পরিস্থিতি এখন স্বাভাবিক রয়েছে। কর্তৃপক্ষ বলছে, প্রয়োজনীয় ব্যবস্থা নেওয়া হচ্ছে এবং সার্বিক পরিস্থিতি পর্যবেক্ষণ করা হচ্ছে। (46, 1460, 346, 1506)
body-text: সংবাদ বিস্তারিত অংশ অব্যাহত রয়েছে। সংশ্লিষ্ট সূত্রে জানা গেছে, বিষয়টি নিয়ে সংশ্লিষ্ট মহলে আলোচনা চলছে এবং শিগগিরই সিদ্ধান্ত আসতে পারে। স্থানীয় বাসিন্দা ও প্রত্যক্ষদর্শীরা জানান, পরিস্থিতি এখন স্বাভাবিক রয়েছে। কর্তৃপক্ষ বলছে, প্রয়োজনীয় ব্যবস্থা নেওয়া হচ্ছে এবং সার্বিক পরিস্থিতি পর্যবেক্ষণ করা হচ্ছে। (46, 1172, 346, 1218)
story-paragraph: প্রধান উপদেষ্টা ড. মুহাম্মদ ইউনূসের সঙ্গে বৈঠকের প্রতিক্রিয়া বলে অঙ্কন করেছেন বিএনপির ভারপ্রাপ্ত চেয়ারম্যান তারেক রহমান। তিনি লন্ডনের পার্ক লেনের হোটেল ডরচেস্টারে অনুষ্ঠিত বৈঠক শেষে এই মন্তব্য করেন। (352, 67, 676, 101)
body-text: সংবাদ বিস্তারিত অংশ অব্যাহত রয়েছে। সংশ্লিষ্ট সূত্রে জানা গেছে, বিষয়টি নিয়ে সংশ্লিষ্ট মহলে আলোচনা চলছে এবং শিগগিরই সিদ্ধান্ত আসতে পারে। স্থানীয় বাসিন্দা ও প্রত্যক্ষদর্শীরা জানান, পরিস্থিতি এখন স্বাভাবিক রয়েছে। কর্তৃপক্ষ বলছে, প্রয়োজনীয় ব্যবস্থা নেওয়া হচ্ছে এবং সার্বিক পরিস্থিতি পর্যবেক্ষণ করা হচ্ছে। (682, 1049, 1000, 1095)
story-paragraph: ২৪ ঘণ্টায় ডেঙ্গু আক্রান্ত হয়ে ১৫ জন ঢাকা মহানগরের হাসপাতালগুলোতে ভর্তি হয়েছেন। এর বাইরে সিটি কর্পোরেশনের বাইরে বরিশাল বিভাগে ১২৪ জন ভর্তি হয়েছেন। (682, 645, 1000, 667)
story-paragraph: বিকালে তাকে উদ্ধার করে ঢাকা মেডিকেল কলেজ হাসপাতালে নিয়ে গেলে চিকিৎসক মৃত ঘোষণা করেন। পুলিশ জানায়, ঘটনাটি তদন্ত করা হচ্ছে। (682, 1577, 1000, 1599)
plant-leaf (186, 146, 204, 158)
story-headline: ইউনূস-তারেক বৈঠক উভয় পক্ষই সন্তুষ্ট (52, 785, 340, 839)
story-continuation: ( প্রথম পৃষ্ঠার পর ) (352, 957, 676, 974)
body-text: সংবাদ বিস্তারিত অংশ অব্যাহত রয়েছে। সংশ্লিষ্ট সূত্রে জানা গেছে, বিষয়টি নিয়ে সংশ্লিষ্ট মহলে আলোচনা চলছে এবং শিগগিরই সিদ্ধান্ত আসতে পারে। স্থানীয় বাসিন্দা ও প্রত্যক্ষদর্শীরা জানান, পরিস্থিতি এখন স্বাভাবিক রয়েছে। কর্তৃপক্ষ বলছে, প্রয়োজনীয় ব্যবস্থা নেওয়া হচ্ছে এবং সার্বিক পরিস্থিতি পর্যবেক্ষণ করা হচ্ছে। (1006, 945, 1336, 991)
story-divider (682, 872, 1000, 873)
body-text: সংবাদ বিস্তারিত অংশ অব্যাহত রয়েছে। সংশ্লিষ্ট সূত্রে জানা গেছে, বিষয়টি নিয়ে সংশ্লিষ্ট মহলে আলোচনা চলছে এবং শিগগিরই সিদ্ধান্ত আসতে পারে। স্থানীয় বাসিন্দা ও প্রত্যক্ষদর্শীরা জানান, পরিস্থিতি এখন স্বাভাবিক রয়েছে। কর্তৃপক্ষ বলছে, প্রয়োজনীয় ব্যবস্থা নেওয়া হচ্ছে এবং সার্বিক পরিস্থিতি পর্যবেক্ষণ করা হচ্ছে। (682, 953, 1000, 999)
body-text: সংবাদ বিস্তারিত অংশ অব্যাহত রয়েছে। সংশ্লিষ্ট সূত্রে জানা গেছে, বিষয়টি নিয়ে সংশ্লিষ্ট মহলে আলোচনা চলছে এবং শিগগিরই সিদ্ধান্ত আসতে পারে। স্থানীয় বাসিন্দা ও প্রত্যক্ষদর্শীরা জানান, পরিস্থিতি এখন স্বাভাবিক রয়েছে। কর্তৃপক্ষ বলছে, প্রয়োজনীয় ব্যবস্থা নেওয়া হচ্ছে এবং সার্বিক পরিস্থিতি পর্যবেক্ষণ করা হচ্ছে। (46, 1508, 346, 1554)
body-text: সংবাদ বিস্তারিত অংশ অব্যাহত রয়েছে। সংশ্লিষ্ট সূত্রে জানা গেছে, বিষয়টি নিয়ে সংশ্লিষ্ট মহলে আলোচনা চলছে এবং শিগগিরই সিদ্ধান্ত আসতে পারে। স্থানীয় বাসিন্দা ও প্রত্যক্ষদর্শীরা জানান, পরিস্থিতি এখন স্বাভাবিক রয়েছে। কর্তৃপক্ষ বলছে, প্রয়োজনীয় ব্যবস্থা নেওয়া হচ্ছে এবং সার্বিক পরিস্থিতি পর্যবেক্ষণ করা হচ্ছে। (46, 1412, 346, 1458)
body-text: সংবাদ বিস্তারিত অংশ অব্যাহত রয়েছে। সংশ্লিষ্ট সূত্রে জানা গেছে, বিষয়টি নিয়ে সংশ্লিষ্ট মহলে আলোচনা চলছে এবং শিগগিরই সিদ্ধান্ত আসতে পারে। স্থানীয় বাসিন্দা ও প্রত্যক্ষদর্শীরা জানান, পরিস্থিতি এখন স্বাভাবিক রয়েছে। কর্তৃপক্ষ বলছে, প্রয়োজনীয় ব্যবস্থা নেওয়া হচ্ছে এবং সার্বিক পরিস্থিতি পর্যবেক্ষণ করা হচ্ছে। (1006, 801, 1336, 847)
body-text: সংবাদ বিস্তারিত অংশ অব্যাহত রয়েছে। সংশ্লিষ্ট সূত্রে জানা গেছে, বিষয়টি নিয়ে সংশ্লিষ্ট মহলে আলোচনা চলছে এবং শিগগিরই সিদ্ধান্ত আসতে পারে। স্থানীয় বাসিন্দা ও প্রত্যক্ষদর্শীরা জানান, পরিস্থিতি এখন স্বাভাবিক রয়েছে। কর্তৃপক্ষ বলছে, প্রয়োজনীয় ব্যবস্থা নেওয়া হচ্ছে এবং সার্বিক পরিস্থিতি পর্যবেক্ষণ করা হচ্ছে। (352, 1019, 676, 1065)
story-subhead: হোটেলের সামনে বিএনপি নেতাকর্মীদের স্লোগান। (352, 203, 526, 213)
column-3 (682, 66, 1000, 2113)
body-text: সংবাদ বিস্তারিত অংশ অব্যাহত রয়েছে। সংশ্লিষ্ট সূত্রে জানা গেছে, বিষয়টি নিয়ে সংশ্লিষ্ট মহলে আলোচনা চলছে এবং শিগগিরই সিদ্ধান্ত আসতে পারে। স্থানীয় বাসিন্দা ও প্রত্যক্ষদর্শীরা জানান, পরিস্থিতি এখন স্বাভাবিক রয়েছে। কর্তৃপক্ষ বলছে, প্রয়োজনীয় ব্যবস্থা নেওয়া হচ্ছে এবং সার্বিক পরিস্থিতি পর্যবেক্ষণ করা হচ্ছে। (352, 1595, 676, 1641)
column-divider (1003, 66, 1004, 2113)
body-text: সংবাদ বিস্তারিত অংশ অব্যাহত রয়েছে। সংশ্লিষ্ট সূত্রে জানা গেছে, বিষয়টি নিয়ে সংশ্লিষ্ট মহলে আলোচনা চলছে এবং শিগগিরই সিদ্ধান্ত আসতে পারে। স্থানীয় বাসিন্দা ও প্রত্যক্ষদর্শীরা জানান, পরিস্থিতি এখন স্বাভাবিক রয়েছে। কর্তৃপক্ষ বলছে, প্রয়োজনীয় ব্যবস্থা নেওয়া হচ্ছে এবং সার্বিক পরিস্থিতি পর্যবেক্ষণ করা হচ্ছে। (1006, 565, 1336, 611)
body-text: সংবাদ বিস্তারিত অংশ অব্যাহত রয়েছে। সংশ্লিষ্ট সূত্রে জানা গেছে, বিষয়টি নিয়ে সংশ্লিষ্ট মহলে আলোচনা চলছে এবং শিগগিরই সিদ্ধান্ত আসতে পারে। স্থানীয় বাসিন্দা ও প্রত্যক্ষদর্শীরা জানান, পরিস্থিতি এখন স্বাভাবিক রয়েছে। কর্তৃপক্ষ বলছে, প্রয়োজনীয় ব্যবস্থা নেওয়া হচ্ছে এবং সার্বিক পরিস্থিতি পর্যবেক্ষণ করা হচ্ছে। (352, 1259, 676, 1305)
feature-paragraph: দুনিয়ায় জীবনে আল্লাহর দেওয়া সব ধরনের জীবন-উপকরণ ও নেয়ামতকে রিজিক বলা হয়। রিজিক শুধু খাবার-পানীয় নয়, বস্ত্র, বাসস্থান, শিক্ষাসহ জীবন টিকে থাকার জন্য আল্লাহর সহায়তা ও সুবিধাগুলোও রিজিক। (46, 376, 346, 410)
dateline: ঢাকা: শনিবার ১৪ জুন ২০২৫ (48, 20, 212, 36)
story-paragraph: আগামী ২০ জুলাইয়ের মধ্যে মামলার বিষয়ে প্রতিবেদন দাখিলের নির্দেশ দিয়েছেন। মোহাম্মদপুর থানা আদালতের প্রসিকিউশন বিভাগের এসআই বিষয়টি নিশ্চিত করেন। (1006, 1099, 1336, 1121)
column-divider (349, 66, 350, 2113)
body-text: সংবাদ বিস্তারিত অংশ অব্যাহত রয়েছে। সংশ্লিষ্ট সূত্রে জানা গেছে, বিষয়টি নিয়ে সংশ্লিষ্ট মহলে আলোচনা চলছে এবং শিগগিরই সিদ্ধান্ত আসতে পারে। স্থানীয় বাসিন্দা ও প্রত্যক্ষদর্শীরা জানান, পরিস্থিতি এখন স্বাভাবিক রয়েছে। কর্তৃপক্ষ বলছে, প্রয়োজনীয় ব্যবস্থা নেওয়া হচ্ছে এবং সার্বিক পরিস্থিতি পর্যবেক্ষণ করা হচ্ছে। (352, 1451, 676, 1497)
body-text: সংবাদ বিস্তারিত অংশ অব্যাহত রয়েছে। সংশ্লিষ্ট সূত্রে জানা গেছে, বিষয়টি নিয়ে সংশ্লিষ্ট মহলে আলোচনা চলছে এবং শিগগিরই সিদ্ধান্ত আসতে পারে। স্থানীয় বাসিন্দা ও প্রত্যক্ষদর্শীরা জানান, পরিস্থিতি এখন স্বাভাবিক রয়েছে। কর্তৃপক্ষ বলছে, প্রয়োজনীয় ব্যবস্থা নেওয়া হচ্ছে এবং সার্বিক পরিস্থিতি পর্যবেক্ষণ করা হচ্ছে। (1006, 1357, 1336, 1403)
body-text: সংবাদ বিস্তারিত অংশ অব্যাহত রয়েছে। সংশ্লিষ্ট সূত্রে জানা গেছে, বিষয়টি নিয়ে সংশ্লিষ্ট মহলে আলোচনা চলছে এবং শিগগিরই সিদ্ধান্ত আসতে পারে। স্থানীয় বাসিন্দা ও প্রত্যক্ষদর্শীরা জানান, পরিস্থিতি এখন স্বাভাবিক রয়েছে। কর্তৃপক্ষ বলছে, প্রয়োজনীয় ব্যবস্থা নেওয়া হচ্ছে এবং সার্বিক পরিস্থিতি পর্যবেক্ষণ করা হচ্ছে। (1006, 1875, 1336, 1921)
story-headline: সরকার-বিএনপির সমঝোতা রাজনৈতিক (1036, 1514, 1306, 1534)
body-text: সংবাদ বিস্তারিত অংশ অব্যাহত রয়েছে। সংশ্লিষ্ট সূত্রে জানা গেছে, বিষয়টি নিয়ে সংশ্লিষ্ট মহলে আলোচনা চলছে এবং শিগগিরই সিদ্ধান্ত আসতে পারে। স্থানীয় বাসিন্দা ও প্রত্যক্ষদর্শীরা জানান, পরিস্থিতি এখন স্বাভাবিক রয়েছে। কর্তৃপক্ষ বলছে, প্রয়োজনীয় ব্যবস্থা নেওয়া হচ্ছে এবং সার্বিক পরিস্থিতি পর্যবেক্ষণ করা হচ্ছে। (682, 443, 1000, 489)
body-text: সংবাদ বিস্তারিত অংশ অব্যাহত রয়েছে। সংশ্লিষ্ট সূত্রে জানা গেছে, বিষয়টি নিয়ে সংশ্লিষ্ট মহলে আলোচনা চলছে এবং শিগগিরই সিদ্ধান্ত আসতে পারে। স্থানীয় বাসিন্দা ও প্রত্যক্ষদর্শীরা জানান, পরিস্থিতি এখন স্বাভাবিক রয়েছে। কর্তৃপক্ষ বলছে, প্রয়োজনীয় ব্যবস্থা নেওয়া হচ্ছে এবং সার্বিক পরিস্থিতি পর্যবেক্ষণ করা হচ্ছে। (352, 825, 676, 871)
story-continuation: ( প্রথম পৃষ্ঠার পর ) (1006, 323, 1336, 340)
body-text: সংবাদ বিস্তারিত অংশ অব্যাহত রয়েছে। সংশ্লিষ্ট সূত্রে জানা গেছে, বিষয়টি নিয়ে সংশ্লিষ্ট মহলে আলোচনা চলছে এবং শিগগিরই সিদ্ধান্ত আসতে পারে। স্থানীয় বাসিন্দা ও প্রত্যক্ষদর্শীরা জানান, পরিস্থিতি এখন স্বাভাবিক রয়েছে। কর্তৃপক্ষ বলছে, প্রয়োজনীয় ব্যবস্থা নেওয়া হচ্ছে এবং সার্বিক পরিস্থিতি পর্যবেক্ষণ করা হচ্ছে। (682, 539, 1000, 585)
story-divider (352, 320, 676, 321)
story-continuation: ( প্রথম পৃষ্ঠার পর ) (352, 485, 676, 502)
body-text: সংবাদ বিস্তারিত অংশ অব্যাহত রয়েছে। সংশ্লিষ্ট সূত্রে জানা গেছে, বিষয়টি নিয়ে সংশ্লিষ্ট মহলে আলোচনা চলছে এবং শিগগিরই সিদ্ধান্ত আসতে পারে। স্থানীয় বাসিন্দা ও প্রত্যক্ষদর্শীরা জানান, পরিস্থিতি এখন স্বাভাবিক রয়েছে। কর্তৃপক্ষ বলছে, প্রয়োজনীয় ব্যবস্থা নেওয়া হচ্ছে এবং সার্বিক পরিস্থিতি পর্যবেক্ষণ করা হচ্ছে। (682, 1605, 1000, 1651)
coin-stack (166, 192, 208, 208)
body-text: সংবাদ বিস্তারিত অংশ অব্যাহত রয়েছে। সংশ্লিষ্ট সূত্রে জানা গেছে, বিষয়টি নিয়ে সংশ্লিষ্ট মহলে আলোচনা চলছে এবং শিগগিরই সিদ্ধান্ত আসতে পারে। স্থানীয় বাসিন্দা ও প্রত্যক্ষদর্শীরা জানান, পরিস্থিতি এখন স্বাভাবিক রয়েছে। কর্তৃপক্ষ বলছে, প্রয়োজনীয় ব্যবস্থা নেওয়া হচ্ছে এবং সার্বিক পরিস্থিতি পর্যবেক্ষণ করা হচ্ছে। (46, 580, 346, 626)
story-headline: ঈদের পর ক্রেতা কম তবু সবজির বাজার (706, 880, 976, 900)
story-headline: হাসিনা-জয়সহ ২২২ জনের বিরুদ্ধে (1052, 1054, 1290, 1074)
body-text: সংবাদ বিস্তারিত অংশ অব্যাহত রয়েছে। সংশ্লিষ্ট সূত্রে জানা গেছে, বিষয়টি নিয়ে সংশ্লিষ্ট মহলে আলোচনা চলছে এবং শিগগিরই সিদ্ধান্ত আসতে পারে। স্থানীয় বাসিন্দা ও প্রত্যক্ষদর্শীরা জানান, পরিস্থিতি এখন স্বাভাবিক রয়েছে। কর্তৃপক্ষ বলছে, প্রয়োজনীয় ব্যবস্থা নেওয়া হচ্ছে এবং সার্বিক পরিস্থিতি পর্যবেক্ষণ করা হচ্ছে। (46, 1316, 346, 1362)
column-1 (46, 66, 346, 2113)
body-text: সংবাদ বিস্তারিত অংশ অব্যাহত রয়েছে। সংশ্লিষ্ট সূত্রে জানা গেছে, বিষয়টি নিয়ে সংশ্লিষ্ট মহলে আলোচনা চলছে এবং শিগগিরই সিদ্ধান্ত আসতে পারে। স্থানীয় বাসিন্দা ও প্রত্যক্ষদর্শীরা জানান, পরিস্থিতি এখন স্বাভাবিক রয়েছে। কর্তৃপক্ষ বলছে, প্রয়োজনীয় ব্যবস্থা নেওয়া হচ্ছে এবং সার্বিক পরিস্থিতি পর্যবেক্ষণ করা হচ্ছে। (352, 1499, 676, 1545)
body-text: সংবাদ বিস্তারিত অংশ অব্যাহত রয়েছে। সংশ্লিষ্ট সূত্রে জানা গেছে, বিষয়টি নিয়ে সংশ্লিষ্ট মহলে আলোচনা চলছে এবং শিগগিরই সিদ্ধান্ত আসতে পারে। স্থানীয় বাসিন্দা ও প্রত্যক্ষদর্শীরা জানান, পরিস্থিতি এখন স্বাভাবিক রয়েছে। কর্তৃপক্ষ বলছে, প্রয়োজনীয় ব্যবস্থা নেওয়া হচ্ছে এবং সার্বিক পরিস্থিতি পর্যবেক্ষণ করা হচ্ছে। (682, 203, 1000, 249)
page-header (40, 0, 1336, 58)
story-divider (1006, 292, 1336, 293)
body-text: সংবাদ বিস্তারিত অংশ অব্যাহত রয়েছে। সংশ্লিষ্ট সূত্রে জানা গেছে, বিষয়টি নিয়ে সংশ্লিষ্ট মহলে আলোচনা চলছে এবং শিগগিরই সিদ্ধান্ত আসতে পারে। স্থানীয় বাসিন্দা ও প্রত্যক্ষদর্শীরা জানান, পরিস্থিতি এখন স্বাভাবিক রয়েছে। কর্তৃপক্ষ বলছে, প্রয়োজনীয় ব্যবস্থা নেওয়া হচ্ছে এবং সার্বিক পরিস্থিতি পর্যবেক্ষণ করা হচ্ছে। (682, 107, 1000, 153)
body-text: সংবাদ বিস্তারিত অংশ অব্যাহত রয়েছে। সংশ্লিষ্ট সূত্রে জানা গেছে, বিষয়টি নিয়ে সংশ্লিষ্ট মহলে আলোচনা চলছে এবং শিগগিরই সিদ্ধান্ত আসতে পারে। স্থানীয় বাসিন্দা ও প্রত্যক্ষদর্শীরা জানান, পরিস্থিতি এখন স্বাভাবিক রয়েছে। কর্তৃপক্ষ বলছে, প্রয়োজনীয় ব্যবস্থা নেওয়া হচ্ছে এবং সার্বিক পরিস্থিতি পর্যবেক্ষণ করা হচ্ছে। (352, 1211, 676, 1257)
body-text: সংবাদ বিস্তারিত অংশ অব্যাহত রয়েছে। সংশ্লিষ্ট সূত্রে জানা গেছে, বিষয়টি নিয়ে সংশ্লিষ্ট মহলে আলোচনা চলছে এবং শিগগিরই সিদ্ধান্ত আসতে পারে। স্থানীয় বাসিন্দা ও প্রত্যক্ষদর্শীরা জানান, পরিস্থিতি এখন স্বাভাবিক রয়েছে। কর্তৃপক্ষ বলছে, প্রয়োজনীয় ব্যবস্থা নেওয়া হচ্ছে এবং সার্বিক পরিস্থিতি পর্যবেক্ষণ করা হচ্ছে। (46, 1268, 346, 1314)
story-paragraph: হয়। সকাল সাড়ে ১০টায় লেনসেলেন সময় বিকেল সাড়ে ৩টা বৈঠক শেষ হয়। বৈঠকে উভয় পক্ষ খোলামেলা আলোচনা করেছে এবং উভয় পক্ষই সন্তুষ্ট বলে জানানো হয়েছে। (46, 864, 346, 898)
body-text: সংবাদ বিস্তারিত অংশ অব্যাহত রয়েছে। সংশ্লিষ্ট সূত্রে জানা গেছে, বিষয়টি নিয়ে সংশ্লিষ্ট মহলে আলোচনা চলছে এবং শিগগিরই সিদ্ধান্ত আসতে পারে। স্থানীয় বাসিন্দা ও প্রত্যক্ষদর্শীরা জানান, পরিস্থিতি এখন স্বাভাবিক রয়েছে। কর্তৃপক্ষ বলছে, প্রয়োজনীয় ব্যবস্থা নেওয়া হচ্ছে এবং সার্বিক পরিস্থিতি পর্যবেক্ষণ করা হচ্ছে। (1006, 517, 1336, 563)
story-continuation: ( প্রথম পৃষ্ঠার পর ) (1006, 1077, 1336, 1094)
body-text: সংবাদ বিস্তারিত অংশ অব্যাহত রয়েছে। সংশ্লিষ্ট সূত্রে জানা গেছে, বিষয়টি নিয়ে সংশ্লিষ্ট মহলে আলোচনা চলছে এবং শিগগিরই সিদ্ধান্ত আসতে পারে। স্থানীয় বাসিন্দা ও প্রত্যক্ষদর্শীরা জানান, পরিস্থিতি এখন স্বাভাবিক রয়েছে। কর্তৃপক্ষ বলছে, প্রয়োজনীয় ব্যবস্থা নেওয়া হচ্ছে এবং সার্বিক পরিস্থিতি পর্যবেক্ষণ করা হচ্ছে। (352, 1067, 676, 1113)
body-text: সংবাদ বিস্তারিত অংশ অব্যাহত রয়েছে। সংশ্লিষ্ট সূত্রে জানা গেছে, বিষয়টি নিয়ে সংশ্লিষ্ট মহলে আলোচনা চলছে এবং শিগগিরই সিদ্ধান্ত আসতে পারে। স্থানীয় বাসিন্দা ও প্রত্যক্ষদর্শীরা জানান, পরিস্থিতি এখন স্বাভাবিক রয়েছে। কর্তৃপক্ষ বলছে, প্রয়োজনীয় ব্যবস্থা নেওয়া হচ্ছে এবং সার্বিক পরিস্থিতি পর্যবেক্ষণ করা হচ্ছে। (1006, 1731, 1336, 1777)
body-text: সংবাদ বিস্তারিত অংশ অব্যাহত রয়েছে। সংশ্লিষ্ট সূত্রে জানা গেছে, বিষয়টি নিয়ে সংশ্লিষ্ট মহলে আলোচনা চলছে এবং শিগগিরই সিদ্ধান্ত আসতে পারে। স্থানীয় বাসিন্দা ও প্রত্যক্ষদর্শীরা জানান, পরিস্থিতি এখন স্বাভাবিক রয়েছে। কর্তৃপক্ষ বলছে, প্রয়োজনীয় ব্যবস্থা নেওয়া হচ্ছে এবং সার্বিক পরিস্থিতি পর্যবেক্ষণ করা হচ্ছে। (352, 595, 676, 641)
body-text: সংবাদ বিস্তারিত অংশ অব্যাহত রয়েছে। সংশ্লিষ্ট সূত্রে জানা গেছে, বিষয়টি নিয়ে সংশ্লিষ্ট মহলে আলোচনা চলছে এবং শিগগিরই সিদ্ধান্ত আসতে পারে। স্থানীয় বাসিন্দা ও প্রত্যক্ষদর্শীরা জানান, পরিস্থিতি এখন স্বাভাবিক রয়েছে। কর্তৃপক্ষ বলছে, প্রয়োজনীয় ব্যবস্থা নেওয়া হচ্ছে এবং সার্বিক পরিস্থিতি পর্যবেক্ষণ করা হচ্ছে। (682, 1471, 1000, 1517)
body-text: সংবাদ বিস্তারিত অংশ অব্যাহত রয়েছে। সংশ্লিষ্ট সূত্রে জানা গেছে, বিষয়টি নিয়ে সংশ্লিষ্ট মহলে আলোচনা চলছে এবং শিগগিরই সিদ্ধান্ত আসতে পারে। স্থানীয় বাসিন্দা ও প্রত্যক্ষদর্শীরা জানান, পরিস্থিতি এখন স্বাভাবিক রয়েছে। কর্তৃপক্ষ বলছে, প্রয়োজনীয় ব্যবস্থা নেওয়া হচ্ছে এবং সার্বিক পরিস্থিতি পর্যবেক্ষণ করা হচ্ছে। (46, 484, 346, 530)
body-text: সংবাদ বিস্তারিত অংশ অব্যাহত রয়েছে। সংশ্লিষ্ট সূত্রে জানা গেছে, বিষয়টি নিয়ে সংশ্লিষ্ট মহলে আলোচনা চলছে এবং শিগগিরই সিদ্ধান্ত আসতে পারে। স্থানীয় বাসিন্দা ও প্রত্যক্ষদর্শীরা জানান, পরিস্থিতি এখন স্বাভাবিক রয়েছে। কর্তৃপক্ষ বলছে, প্রয়োজনীয় ব্যবস্থা নেওয়া হচ্ছে এবং সার্বিক পরিস্থিতি পর্যবেক্ষণ করা হচ্ছে। (1006, 1827, 1336, 1873)
body-text: সংবাদ বিস্তারিত অংশ অব্যাহত রয়েছে। সংশ্লিষ্ট সূত্রে জানা গেছে, বিষয়টি নিয়ে সংশ্লিষ্ট মহলে আলোচনা চলছে এবং শিগগিরই সিদ্ধান্ত আসতে পারে। স্থানীয় বাসিন্দা ও প্রত্যক্ষদর্শীরা জানান, পরিস্থিতি এখন স্বাভাবিক রয়েছে। কর্তৃপক্ষ বলছে, প্রয়োজনীয় ব্যবস্থা নেওয়া হচ্ছে এবং সার্বিক পরিস্থিতি পর্যবেক্ষণ করা হচ্ছে। (352, 1163, 676, 1209)
story-paragraph: মজলিস গত ৬ জুন প্রধান উপদেষ্টার নির্বাচনী রোডম্যাপকে তাৎক্ষণিক স্বাগত জানিয়ে বলেছিল, আবহাওয়া ও পারিপার্শ্বিক কারণে নির্বাচন রমজানের আগে অর্থাৎ ফেব্রুয়ারি প্রথমার্ধে হলে ভালো হতো। (682, 779, 1000, 813)
body-text: সংবাদ বিস্তারিত অংশ অব্যাহত রয়েছে। সংশ্লিষ্ট সূত্রে জানা গেছে, বিষয়টি নিয়ে সংশ্লিষ্ট মহলে আলোচনা চলছে এবং শিগগিরই সিদ্ধান্ত আসতে পারে। স্থানীয় বাসিন্দা ও প্রত্যক্ষদর্শীরা জানান, পরিস্থিতি এখন স্বাভাবিক রয়েছে। কর্তৃপক্ষ বলছে, প্রয়োজনীয় ব্যবস্থা নেওয়া হচ্ছে এবং সার্বিক পরিস্থিতি পর্যবেক্ষণ করা হচ্ছে। (682, 395, 1000, 441)
story-headline: হজ্জ শেষে দেশে ফিরেছেন ১২ হাজার (389, 752, 639, 772)
body-text: সংবাদ বিস্তারিত অংশ অব্যাহত রয়েছে। সংশ্লিষ্ট সূত্রে জানা গেছে, বিষয়টি নিয়ে সংশ্লিষ্ট মহলে আলোচনা চলছে এবং শিগগিরই সিদ্ধান্ত আসতে পারে। স্থানীয় বাসিন্দা ও প্রত্যক্ষদর্শীরা জানান, পরিস্থিতি এখন স্বাভাবিক রয়েছে। কর্তৃপক্ষ বলছে, প্রয়োজনীয় ব্যবস্থা নেওয়া হচ্ছে এবং সার্বিক পরিস্থিতি পর্যবেক্ষণ করা হচ্ছে। (352, 219, 676, 265)
story-continuation: ( প্রথম পৃষ্ঠার পর ) (682, 623, 1000, 640)
story-headline: ঈদের ছুটিতে লাখো পর্যটকের আগমনে (1040, 300, 1302, 320)
body-text: সংবাদ বিস্তারিত অংশ অব্যাহত রয়েছে। সংশ্লিষ্ট সূত্রে জানা গেছে, বিষয়টি নিয়ে সংশ্লিষ্ট মহলে আলোচনা চলছে এবং শিগগিরই সিদ্ধান্ত আসতে পারে। স্থানীয় বাসিন্দা ও প্রত্যক্ষদর্শীরা জানান, পরিস্থিতি এখন স্বাভাবিক রয়েছে। কর্তৃপক্ষ বলছে, প্রয়োজনীয় ব্যবস্থা নেওয়া হচ্ছে এবং সার্বিক পরিস্থিতি পর্যবেক্ষণ করা হচ্ছে। (682, 491, 1000, 537)
body-text: সংবাদ বিস্তারিত অংশ অব্যাহত রয়েছে। সংশ্লিষ্ট সূত্রে জানা গেছে, বিষয়টি নিয়ে সংশ্লিষ্ট মহলে আলোচনা চলছে এবং শিগগিরই সিদ্ধান্ত আসতে পারে। স্থানীয় বাসিন্দা ও প্রত্যক্ষদর্শীরা জানান, পরিস্থিতি এখন স্বাভাবিক রয়েছে। কর্তৃপক্ষ বলছে, প্রয়োজনীয় ব্যবস্থা নেওয়া হচ্ছে এবং সার্বিক পরিস্থিতি পর্যবেক্ষণ করা হচ্ছে। (682, 673, 1000, 719)
body-text: সংবাদ বিস্তারিত অংশ অব্যাহত রয়েছে। সংশ্লিষ্ট সূত্রে জানা গেছে, বিষয়টি নিয়ে সংশ্লিষ্ট মহলে আলোচনা চলছে এবং শিগগিরই সিদ্ধান্ত আসতে পারে। স্থানীয় বাসিন্দা ও প্রত্যক্ষদর্শীরা জানান, পরিস্থিতি এখন স্বাভাবিক রয়েছে। কর্তৃপক্ষ বলছে, প্রয়োজনীয় ব্যবস্থা নেওয়া হচ্ছে এবং সার্বিক পরিস্থিতি পর্যবেক্ষণ করা হচ্ছে। (1006, 191, 1336, 237)
body-text: সংবাদ বিস্তারিত অংশ অব্যাহত রয়েছে। সংশ্লিষ্ট সূত্রে জানা গেছে, বিষয়টি নিয়ে সংশ্লিষ্ট মহলে আলোচনা চলছে এবং শিগগিরই সিদ্ধান্ত আসতে পারে। স্থানীয় বাসিন্দা ও প্রত্যক্ষদর্শীরা জানান, পরিস্থিতি এখন স্বাভাবিক রয়েছে। কর্তৃপক্ষ বলছে, প্রয়োজনীয় ব্যবস্থা নেওয়া হচ্ছে এবং সার্বিক পরিস্থিতি পর্যবেক্ষণ করা হচ্ছে। (1006, 143, 1336, 189)
body-text: সংবাদ বিস্তারিত অংশ অব্যাহত রয়েছে। সংশ্লিষ্ট সূত্রে জানা গেছে, বিষয়টি নিয়ে সংশ্লিষ্ট মহলে আলোচনা চলছে এবং শিগগিরই সিদ্ধান্ত আসতে পারে। স্থানীয় বাসিন্দা ও প্রত্যক্ষদর্শীরা জানান, পরিস্থিতি এখন স্বাভাবিক রয়েছে। কর্তৃপক্ষ বলছে, প্রয়োজনীয় ব্যবস্থা নেওয়া হচ্ছে এবং সার্বিক পরিস্থিতি পর্যবেক্ষণ করা হচ্ছে। (682, 1241, 1000, 1287)
story-headline: সংস্কার ও বিচারের অগ্রগতিতে নির্ভর (389, 934, 639, 954)
body-text: সংবাদ বিস্তারিত অংশ অব্যাহত রয়েছে। সংশ্লিষ্ট সূত্রে জানা গেছে, বিষয়টি নিয়ে সংশ্লিষ্ট মহলে আলোচনা চলছে এবং শিগগিরই সিদ্ধান্ত আসতে পারে। স্থানীয় বাসিন্দা ও প্রত্যক্ষদর্শীরা জানান, পরিস্থিতি এখন স্বাভাবিক রয়েছে। কর্তৃপক্ষ বলছে, প্রয়োজনীয় ব্যবস্থা নেওয়া হচ্ছে এবং সার্বিক পরিস্থিতি পর্যবেক্ষণ করা হচ্ছে। (1006, 613, 1336, 659)
story-divider (352, 926, 676, 927)
body-text: সংবাদ বিস্তারিত অংশ অব্যাহত রয়েছে। সংশ্লিষ্ট সূত্রে জানা গেছে, বিষয়টি নিয়ে সংশ্লিষ্ট মহলে আলোচনা চলছে এবং শিগগিরই সিদ্ধান্ত আসতে পারে। স্থানীয় বাসিন্দা ও প্রত্যক্ষদর্শীরা জানান, পরিস্থিতি এখন স্বাভাবিক রয়েছে। কর্তৃপক্ষ বলছে, প্রয়োজনীয় ব্যবস্থা নেওয়া হচ্ছে এবং সার্বিক পরিস্থিতি পর্যবেক্ষণ করা হচ্ছে। (1006, 1223, 1336, 1269)
body-text: সংবাদ বিস্তারিত অংশ অব্যাহত রয়েছে। সংশ্লিষ্ট সূত্রে জানা গেছে, বিষয়টি নিয়ে সংশ্লিষ্ট মহলে আলোচনা চলছে এবং শিগগিরই সিদ্ধান্ত আসতে পারে। স্থানীয় বাসিন্দা ও প্রত্যক্ষদর্শীরা জানান, পরিস্থিতি এখন স্বাভাবিক রয়েছে। কর্তৃপক্ষ বলছে, প্রয়োজনীয় ব্যবস্থা নেওয়া হচ্ছে এবং সার্বিক পরিস্থিতি পর্যবেক্ষণ করা হচ্ছে। (46, 1364, 346, 1410)
body-text: সংবাদ বিস্তারিত অংশ অব্যাহত রয়েছে। সংশ্লিষ্ট সূত্রে জানা গেছে, বিষয়টি নিয়ে সংশ্লিষ্ট মহলে আলোচনা চলছে এবং শিগগিরই সিদ্ধান্ত আসতে পারে। স্থানীয় বাসিন্দা ও প্রত্যক্ষদর্শীরা জানান, পরিস্থিতি এখন স্বাভাবিক রয়েছে। কর্তৃপক্ষ বলছে, প্রয়োজনীয় ব্যবস্থা নেওয়া হচ্ছে এবং সার্বিক পরিস্থিতি পর্যবেক্ষণ করা হচ্ছে। (352, 547, 676, 593)
body-text: সংবাদ বিস্তারিত অংশ অব্যাহত রয়েছে। সংশ্লিষ্ট সূত্রে জানা গেছে, বিষয়টি নিয়ে সংশ্লিষ্ট মহলে আলোচনা চলছে এবং শিগগিরই সিদ্ধান্ত আসতে পারে। স্থানীয় বাসিন্দা ও প্রত্যক্ষদর্শীরা জানান, পরিস্থিতি এখন স্বাভাবিক রয়েছে। কর্তৃপক্ষ বলছে, প্রয়োজনীয় ব্যবস্থা নেওয়া হচ্ছে এবং সার্বিক পরিস্থিতি পর্যবেক্ষণ করা হচ্ছে। (682, 819, 1000, 865)
story-headline: রাজধানীতে দুইজনের অস্বাভাবিক মৃত্যু (712, 1532, 970, 1552)
body-text: সংবাদ বিস্তারিত অংশ অব্যাহত রয়েছে। সংশ্লিষ্ট সূত্রে জানা গেছে, বিষয়টি নিয়ে সংশ্লিষ্ট মহলে আলোচনা চলছে এবং শিগগিরই সিদ্ধান্ত আসতে পারে। স্থানীয় বাসিন্দা ও প্রত্যক্ষদর্শীরা জানান, পরিস্থিতি এখন স্বাভাবিক রয়েছে। কর্তৃপক্ষ বলছে, প্রয়োজনীয় ব্যবস্থা নেওয়া হচ্ছে এবং সার্বিক পরিস্থিতি পর্যবেক্ষণ করা হচ্ছে। (1006, 1683, 1336, 1729)
body-text: সংবাদ বিস্তারিত অংশ অব্যাহত রয়েছে। সংশ্লিষ্ট সূত্রে জানা গেছে, বিষয়টি নিয়ে সংশ্লিষ্ট মহলে আলোচনা চলছে এবং শিগগিরই সিদ্ধান্ত আসতে পারে। স্থানীয় বাসিন্দা ও প্রত্যক্ষদর্শীরা জানান, পরিস্থিতি এখন স্বাভাবিক রয়েছে। কর্তৃপক্ষ বলছে, প্রয়োজনীয় ব্যবস্থা নেওয়া হচ্ছে এবং সার্বিক পরিস্থিতি পর্যবেক্ষণ করা হচ্ছে। (352, 643, 676, 689)
coin-stack (286, 224, 328, 240)
body-text: সংবাদ বিস্তারিত অংশ অব্যাহত রয়েছে। সংশ্লিষ্ট সূত্রে জানা গেছে, বিষয়টি নিয়ে সংশ্লিষ্ট মহলে আলোচনা চলছে এবং শিগগিরই সিদ্ধান্ত আসতে পারে। স্থানীয় বাসিন্দা ও প্রত্যক্ষদর্শীরা জানান, পরিস্থিতি এখন স্বাভাবিক রয়েছে। কর্তৃপক্ষ বলছে, প্রয়োজনীয় ব্যবস্থা নেওয়া হচ্ছে এবং সার্বিক পরিস্থিতি পর্যবেক্ষণ করা হচ্ছে। (1006, 469, 1336, 515)
story-continuation: ( প্রথম পৃষ্ঠার পর ) (46, 842, 346, 859)
story-paragraph: সৌদি এয়ারলাইন্সের ১২টি ফ্লাইটে ৪ হাজার ৭৫২ জন ও ফ্লাইনাস এয়ারলাইন্সের ১৩টি ফ্লাইটে ২ হাজার ৫১৭ জন হাজি দেশে ফিরেছেন। (352, 797, 676, 819)
body-text: সংবাদ বিস্তারিত অংশ অব্যাহত রয়েছে। সংশ্লিষ্ট সূত্রে জানা গেছে, বিষয়টি নিয়ে সংশ্লিষ্ট মহলে আলোচনা চলছে এবং শিগগিরই সিদ্ধান্ত আসতে পারে। স্থানীয় বাসিন্দা ও প্রত্যক্ষদর্শীরা জানান, পরিস্থিতি এখন স্বাভাবিক রয়েছে। কর্তৃপক্ষ বলছে, প্রয়োজনীয় ব্যবস্থা নেওয়া হচ্ছে এবং সার্বিক পরিস্থিতি পর্যবেক্ষণ করা হচ্ছে। (682, 1193, 1000, 1239)
coin-jar (66, 144, 134, 244)
story-headline: পুলিশের বিশেষ অভিযানে সারাদেশে (720, 1398, 962, 1418)
masthead-logo (1152, 4, 1276, 52)
body-text: সংবাদ বিস্তারিত অংশ অব্যাহত রয়েছে। সংশ্লিষ্ট সূত্রে জানা গেছে, বিষয়টি নিয়ে সংশ্লিষ্ট মহলে আলোচনা চলছে এবং শিগগিরই সিদ্ধান্ত আসতে পারে। স্থানীয় বাসিন্দা ও প্রত্যক্ষদর্শীরা জানান, পরিস্থিতি এখন স্বাভাবিক রয়েছে। কর্তৃপক্ষ বলছে, প্রয়োজনীয় ব্যবস্থা নেওয়া হচ্ছে এবং সার্বিক পরিস্থিতি পর্যবেক্ষণ করা হচ্ছে। (46, 724, 346, 770)
story-divider (1006, 714, 1336, 715)
